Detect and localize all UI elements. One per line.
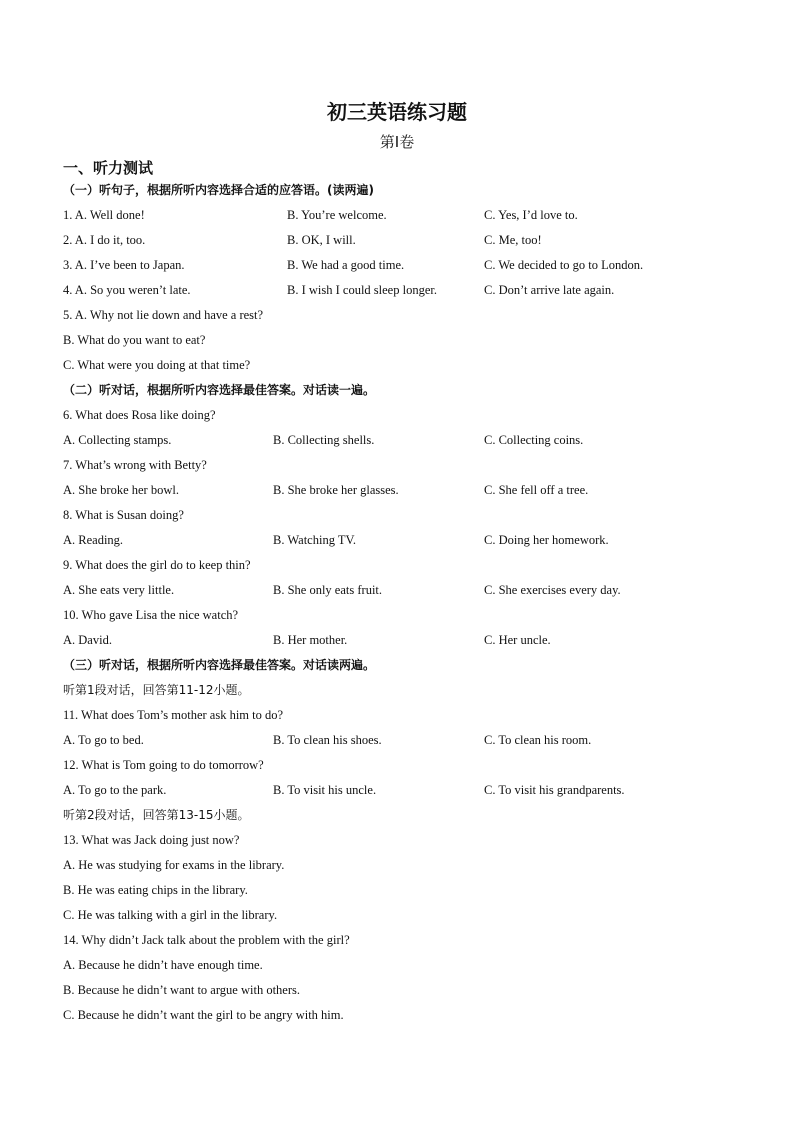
question-3	[63, 253, 743, 278]
question-14-option-a: A. Because he didn’t have enough time.	[63, 958, 263, 972]
question-13-option-c: C. He was talking with a girl in the library.	[63, 908, 278, 922]
section-title: 一、听力测试	[63, 159, 154, 177]
question-11-options	[63, 728, 743, 753]
question-12: 12. What is Tom going to do tomorrow?	[63, 758, 264, 772]
option-b: B. OK, I will.	[287, 233, 356, 247]
question-6: 6. What does Rosa like doing?	[63, 408, 216, 422]
question-1	[63, 203, 743, 228]
document-title: 初三英语练习题	[327, 100, 467, 124]
question-7: 7. What’s wrong with Betty?	[63, 458, 207, 472]
question-13: 13. What was Jack doing just now?	[63, 833, 240, 847]
question-9: 9. What does the girl do to keep thin?	[63, 558, 251, 572]
option-b: B. I wish I could sleep longer.	[287, 283, 437, 297]
question-2	[63, 228, 743, 253]
question-list	[63, 178, 743, 1028]
question-9-options	[63, 578, 743, 603]
option-a: 1. A. Well done!	[63, 208, 145, 222]
question-5-option-b: B. What do you want to eat?	[63, 333, 206, 347]
question-5: 5. A. Why not lie down and have a rest?	[63, 308, 264, 322]
question-10-options	[63, 628, 743, 653]
option-b: B. Watching TV.	[273, 533, 357, 547]
option-c: C. Don’t arrive late again.	[484, 283, 615, 297]
option-c: C. Collecting coins.	[484, 433, 584, 447]
option-b: B. Collecting shells.	[273, 433, 375, 447]
option-b: B. We had a good time.	[287, 258, 405, 272]
option-a: 4. A. So you weren’t late.	[63, 283, 191, 297]
question-14-option-c: C. Because he didn’t want the girl to be angry with him.	[63, 1008, 344, 1022]
option-c: C. We decided to go to London.	[484, 258, 644, 272]
question-14: 14. Why didn’t Jack talk about the problem with the girl?	[63, 933, 350, 947]
option-b: B. Her mother.	[273, 633, 348, 647]
part2-heading: （二）听对话，根据所听内容选择最佳答案。对话读一遍。	[63, 383, 376, 397]
option-a: A. To go to bed.	[63, 733, 144, 747]
option-c: C. To visit his grandparents.	[484, 783, 625, 797]
dialogue-1-note: 听第1段对话，回答第11-12小题。	[63, 683, 250, 697]
question-13-option-b: B. He was eating chips in the library.	[63, 883, 248, 897]
option-b: B. To visit his uncle.	[273, 783, 377, 797]
option-a: A. She broke her bowl.	[63, 483, 179, 497]
option-a: A. David.	[63, 633, 112, 647]
option-a: 3. A. I’ve been to Japan.	[63, 258, 185, 272]
volume-label: 第Ⅰ卷	[379, 133, 415, 151]
question-5-option-c: C. What were you doing at that time?	[63, 358, 251, 372]
option-a: A. Collecting stamps.	[63, 433, 172, 447]
question-8-options	[63, 528, 743, 553]
option-c: C. Her uncle.	[484, 633, 551, 647]
option-c: C. Me, too!	[484, 233, 542, 247]
option-b: B. She only eats fruit.	[273, 583, 383, 597]
option-b: B. You’re welcome.	[287, 208, 387, 222]
option-c: C. To clean his room.	[484, 733, 592, 747]
question-7-options	[63, 478, 743, 503]
part1-heading: （一）听句子，根据所听内容选择合适的应答语。(读两遍)	[63, 183, 374, 197]
question-4	[63, 278, 743, 303]
option-b: B. To clean his shoes.	[273, 733, 382, 747]
option-a: A. She eats very little.	[63, 583, 175, 597]
option-a: A. Reading.	[63, 533, 124, 547]
option-c: C. Doing her homework.	[484, 533, 609, 547]
question-6-options	[63, 428, 743, 453]
option-c: C. She fell off a tree.	[484, 483, 589, 497]
dialogue-2-note: 听第2段对话，回答第13-15小题。	[63, 808, 250, 822]
option-a: A. To go to the park.	[63, 783, 167, 797]
part3-heading: （三）听对话，根据所听内容选择最佳答案。对话读两遍。	[63, 658, 376, 672]
question-10: 10. Who gave Lisa the nice watch?	[63, 608, 239, 622]
option-b: B. She broke her glasses.	[273, 483, 399, 497]
question-11: 11. What does Tom’s mother ask him to do?	[63, 708, 284, 722]
option-c: C. Yes, I’d love to.	[484, 208, 578, 222]
question-14-option-b: B. Because he didn’t want to argue with others.	[63, 983, 300, 997]
option-c: C. She exercises every day.	[484, 583, 621, 597]
question-8: 8. What is Susan doing?	[63, 508, 184, 522]
question-12-options	[63, 778, 743, 803]
option-a: 2. A. I do it, too.	[63, 233, 146, 247]
question-13-option-a: A. He was studying for exams in the library.	[63, 858, 285, 872]
